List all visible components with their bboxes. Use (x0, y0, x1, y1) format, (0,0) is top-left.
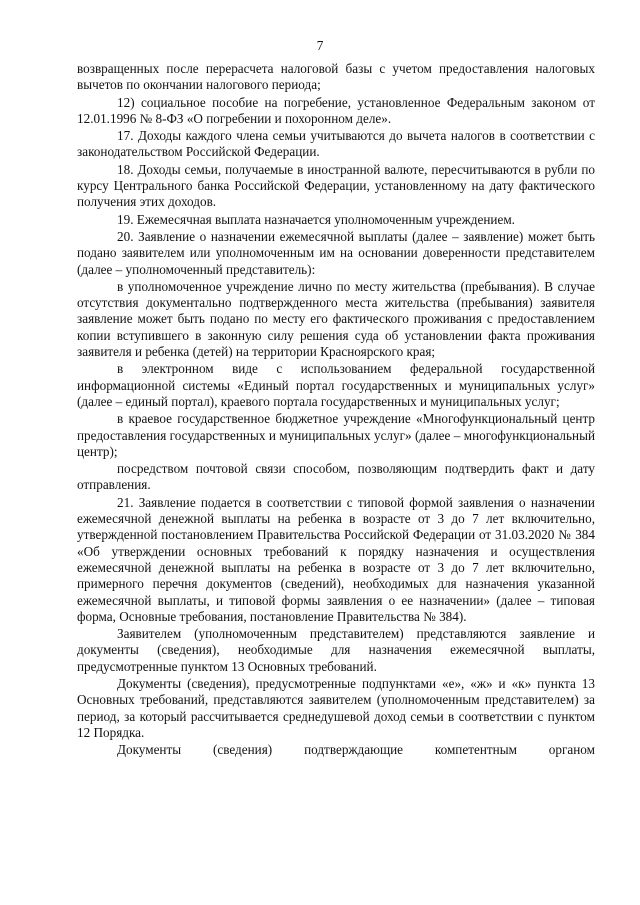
paragraph: в электронном виде с использованием федеральной государственной информационной системы «Единый портал государственных и муниципальных услуг» (далее – единый портал), краевого портала государственных и муниципальных услуг; (77, 361, 595, 409)
paragraph: 19. Ежемесячная выплата назначается уполномоченным учреждением. (117, 211, 515, 227)
paragraph: Заявителем (уполномоченным представителем) представляются заявление и документы (сведения), необходимые для назначения ежемесячной выплаты, предусмотренные пунктом 13 Основных требований. (77, 626, 595, 674)
paragraph: 12) социальное пособие на погребение, установленное Федеральным законом от 12.01.1996 № 8-ФЗ «О погребении и похоронном деле». (77, 94, 595, 126)
paragraph: возвращенных после перерасчета налоговой базы с учетом предоставления налоговых вычетов по окончании налогового периода; (77, 61, 595, 93)
document-body (77, 61, 595, 759)
paragraph: Документы (сведения), предусмотренные подпунктами «е», «ж» и «к» пункта 13 Основных требований, представляются заявителем (уполномоченным представителем) за период, за который рассчитывается среднедушевой доход семьи в соответствии с пунктом 12 Порядка. (77, 675, 595, 740)
paragraph: Документы (сведения) подтверждающие компетентным органом (117, 742, 595, 758)
paragraph: посредством почтовой связи способом, позволяющим подтвердить факт и дату отправления. (77, 461, 595, 493)
paragraph: 20. Заявление о назначении ежемесячной выплаты (далее – заявление) может быть подано заявителем или уполномоченным им на основании доверенности представителем (далее – уполномоченный представитель): (77, 228, 595, 277)
paragraph: в уполномоченное учреждение лично по месту жительства (пребывания). В случае отсутствия документально подтвержденного места жительства (пребывания) заявителя заявление может быть подано по месту его фактического проживания с предоставлением копии вступившего в законную силу решения суда об установлении факта проживания заявителя и ребенка (детей) на территории Красноярского края; (77, 278, 595, 360)
paragraph: 17. Доходы каждого члена семьи учитываются до вычета налогов в соответствии с законодательством Российской Федерации. (77, 128, 595, 160)
paragraph: 21. Заявление подается в соответствии с типовой формой заявления о назначении ежемесячной денежной выплаты на ребенка в возрасте от 3 до 7 лет включительно, утвержденной постановлением Правительства Российской Федерации от 31.03.2020 № 384 «Об утверждении основных требований к порядку назначения и осуществления ежемесячной денежной выплаты на ребенка в возрасте от 3 до 7 лет включительно, примерного перечня документов (сведений), необходимых для назначения указанной ежемесячной выплаты, и типовой формы заявления о ее назначении» (далее – типовая форма, Основные требования, постановление Правительства № 384). (77, 494, 595, 624)
paragraph: в краевое государственное бюджетное учреждение «Многофункциональный центр предоставления государственных и муниципальных услуг» (далее – многофункциональный центр); (77, 411, 595, 459)
paragraph: 18. Доходы семьи, получаемые в иностранной валюте, пересчитываются в рубли по курсу Центрального банка Российской Федерации, установленному на дату фактического получения этих доходов. (77, 161, 595, 210)
page-number: 7 (316, 38, 324, 53)
